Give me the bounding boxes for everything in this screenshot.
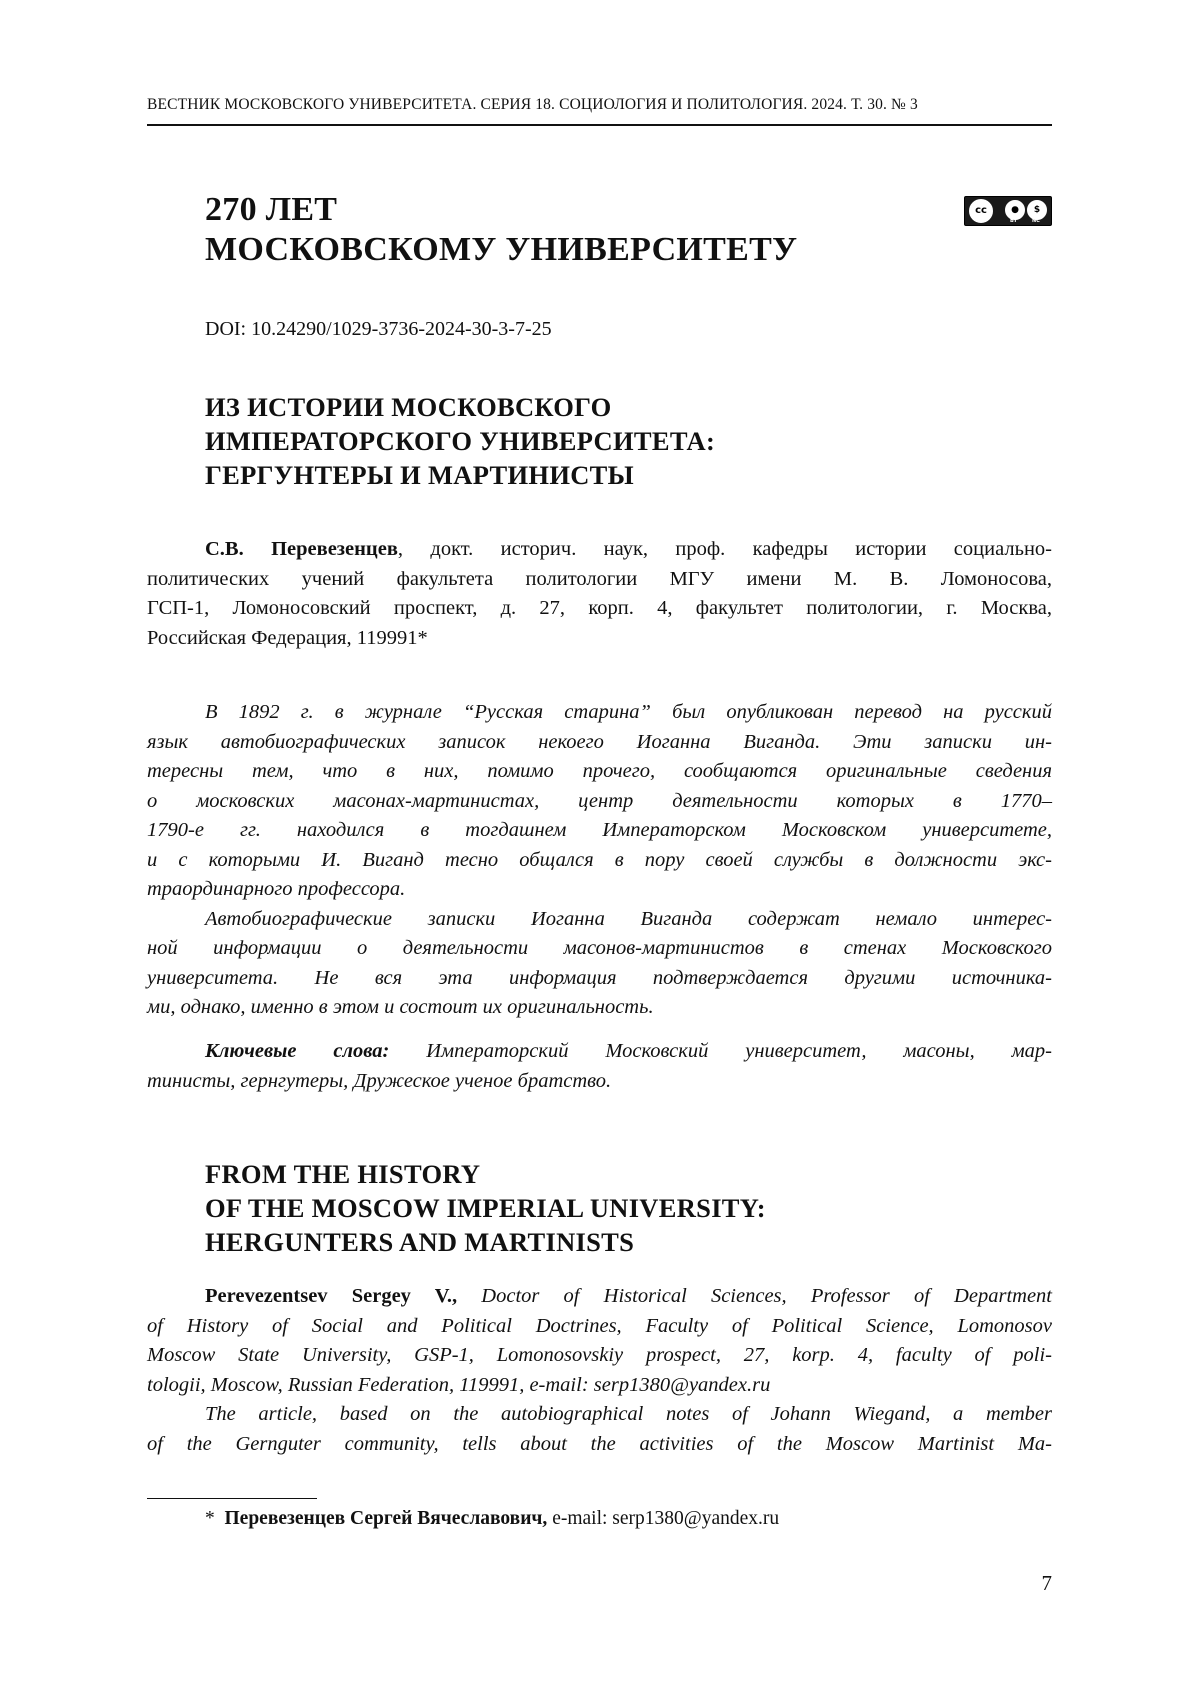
section-title (205, 190, 905, 270)
footnote-contact: e-mail: serp1380@yandex.ru (547, 1508, 779, 1529)
non-commercial-icon: $ (1027, 200, 1047, 220)
author-info-ru (147, 535, 1052, 653)
abstract-ru-line: и с которыми И. Виганд тесно общался в пору своей службы в должности экс- (147, 846, 1052, 876)
abstract-ru-line: траординарного профессора. (147, 875, 1052, 905)
abstract-en-line: of the Gernguter community, tells about the activities of the Moscow Martinist Ma- (147, 1430, 1052, 1460)
by-label: BY (1010, 218, 1017, 224)
abstract-ru-line: язык автобиографических записок некоего Иоганна Виганда. Эти записки ин- (147, 728, 1052, 758)
article-title-en-line-2: OF THE MOSCOW IMPERIAL UNIVERSITY: (205, 1191, 905, 1225)
abstract-ru-line: о московских масонах-мартинистах, центр деятельности которых в 1770– (147, 787, 1052, 817)
cc-by-nc-license-badge[interactable] (964, 196, 1052, 226)
journal-page (0, 0, 1200, 1703)
article-title-ru-line-1: ИЗ ИСТОРИИ МОСКОВСКОГО (205, 390, 905, 424)
keywords-label: Ключевые слова: (205, 1040, 389, 1062)
abstract-ru-line: Автобиографические записки Иоганна Виганда содержат немало интерес- (147, 905, 1052, 935)
article-title-en (205, 1157, 905, 1259)
keywords-ru-line: тинисты, гернгутеры, Дружеское ученое братство. (147, 1067, 1052, 1097)
footnote (205, 1508, 779, 1530)
author-en-line: of History of Social and Political Doctrines, Faculty of Political Science, Lomonosov (147, 1312, 1052, 1342)
attribution-icon: ● (1005, 200, 1025, 220)
doi: DOI: 10.24290/1029-3736-2024-30-3-7-25 (205, 318, 552, 341)
abstract-ru-line: тересны тем, что в них, помимо прочего, сообщаются оригинальные сведения (147, 757, 1052, 787)
author-info-en (147, 1282, 1052, 1459)
abstract-ru (147, 698, 1052, 1023)
footnote-rule (147, 1498, 317, 1499)
keywords-ru (147, 1037, 1052, 1096)
footnote-marker: * (205, 1508, 215, 1529)
author-en-line: Moscow State University, GSP-1, Lomonosovskiy prospect, 27, korp. 4, faculty of poli- (147, 1341, 1052, 1371)
page-number: 7 (1036, 1571, 1052, 1596)
section-title-line-2: МОСКОВСКОМУ УНИВЕРСИТЕТУ (205, 230, 905, 270)
article-title-en-line-1: FROM THE HISTORY (205, 1157, 905, 1191)
abstract-ru-line: В 1892 г. в журнале “Русская старина” был опубликован перевод на русский (147, 698, 1052, 728)
article-title-ru (205, 390, 905, 492)
abstract-ru-line: университета. Не вся эта информация подтверждается другими источника- (147, 964, 1052, 994)
abstract-ru-line: 1790-е гг. находился в тогдашнем Императорском Московском университете, (147, 816, 1052, 846)
section-title-line-1: 270 ЛЕТ (205, 190, 905, 230)
nc-label: NC (1032, 218, 1040, 224)
abstract-ru-line: ной информации о деятельности масонов-мартинистов в стенах Московского (147, 934, 1052, 964)
author-ru-line: политических учений факультета политологии МГУ имени М. В. Ломоносова, (147, 565, 1052, 595)
author-en-line: Perevezentsev Sergey V., Doctor of Historical Sciences, Professor of Department (147, 1282, 1052, 1312)
footnote-name: Перевезенцев Сергей Вячеславович, (225, 1508, 548, 1529)
author-name-ru: С.В. Перевезенцев (205, 538, 398, 560)
article-title-en-line-3: HERGUNTERS AND MARTINISTS (205, 1225, 905, 1259)
article-title-ru-line-2: ИМПЕРАТОРСКОГО УНИВЕРСИТЕТА: (205, 424, 905, 458)
author-ru-line: Российская Федерация, 119991* (147, 624, 1052, 654)
author-name-en: Perevezentsev Sergey V., (205, 1285, 457, 1307)
abstract-en-line: The article, based on the autobiographical notes of Johann Wiegand, a member (147, 1400, 1052, 1430)
abstract-ru-line: ми, однако, именно в этом и состоит их оригинальность. (147, 993, 1052, 1023)
author-ru-line: С.В. Перевезенцев, докт. историч. наук, проф. кафедры истории социально- (147, 535, 1052, 565)
author-ru-line: ГСП-1, Ломоносовский проспект, д. 27, корп. 4, факультет политологии, г. Москва, (147, 594, 1052, 624)
keywords-ru-line: Ключевые слова: Императорский Московский университет, масоны, мар- (147, 1037, 1052, 1067)
creative-commons-icon: cc (969, 199, 993, 223)
article-title-ru-line-3: ГЕРГУНТЕРЫ И МАРТИНИСТЫ (205, 458, 905, 492)
author-en-line: tologii, Moscow, Russian Federation, 119991, e-mail: serp1380@yandex.ru (147, 1371, 1052, 1401)
running-head: ВЕСТНИК МОСКОВСКОГО УНИВЕРСИТЕТА. СЕРИЯ 18. СОЦИОЛОГИЯ И ПОЛИТОЛОГИЯ. 2024. Т. 30. № 3 (147, 96, 1052, 114)
header-rule (147, 124, 1052, 126)
